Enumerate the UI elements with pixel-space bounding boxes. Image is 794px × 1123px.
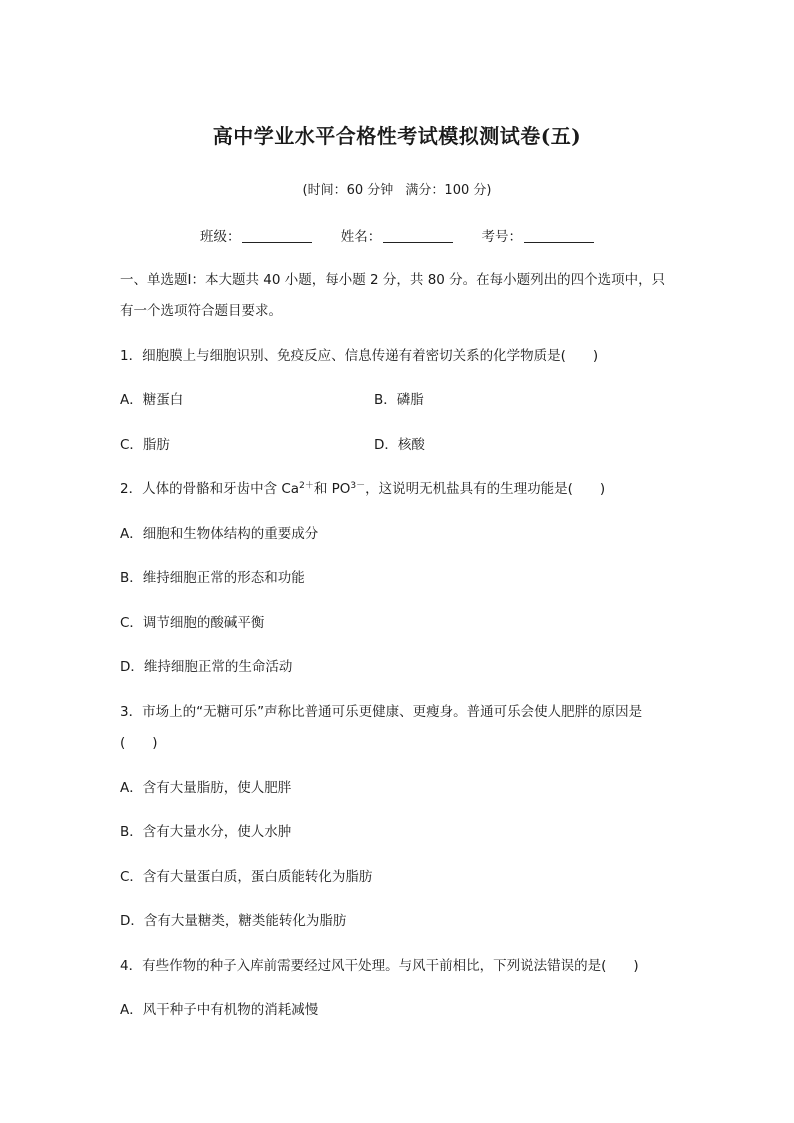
phosphate-charge: 3－ — [350, 481, 366, 491]
q1-option-c[interactable]: C．脂肪 — [120, 437, 170, 453]
class-field[interactable]: 班级： — [200, 225, 313, 245]
question-4-stem: 4．有些作物的种子入库前需要经过风干处理。与风干前相比，下列说法错误的是( ) — [120, 958, 639, 974]
exam-title: 高中学业水平合格性考试模拟测试卷(五) — [212, 124, 582, 148]
q3-option-a[interactable]: A．含有大量脂肪，使人肥胖 — [120, 780, 292, 796]
q1-option-b[interactable]: B．磷脂 — [374, 392, 424, 408]
name-field[interactable]: 姓名： — [341, 225, 454, 245]
q3-option-c[interactable]: C．含有大量蛋白质，蛋白质能转化为脂肪 — [120, 869, 373, 885]
exam-meta — [0, 179, 794, 198]
section-instruction: 一、单选题Ⅰ：本大题共 40 小题，每小题 2 分，共 80 分。在每小题列出的四个选项中，只 — [120, 272, 666, 288]
section-instruction-cont: 有一个选项符合题目要求。 — [120, 303, 282, 319]
time-limit: (时间：60 分钟 — [302, 183, 394, 198]
question-2-stem: 2．人体的骨骼和牙齿中含 $Ca^{2+}$和 $PO^{3-}$，这说明无机盐具有的生理功能是( ) — [120, 481, 606, 497]
q2-option-b[interactable]: B．维持细胞正常的形态和功能 — [120, 570, 305, 586]
question-3-stem: 3．市场上的“无糖可乐”声称比普通可乐更健康、更瘦身。普通可乐会使人肥胖的原因是 — [120, 704, 643, 720]
exam-number-blank[interactable] — [524, 242, 594, 243]
q2-option-d[interactable]: D．维持细胞正常的生命活动 — [120, 659, 293, 675]
q2-option-c[interactable]: C．调节细胞的酸碱平衡 — [120, 615, 265, 631]
q2-option-a[interactable]: A．细胞和生物体结构的重要成分 — [120, 526, 319, 542]
q3-option-b[interactable]: B．含有大量水分，使人水肿 — [120, 824, 292, 840]
student-info-fields — [0, 225, 794, 245]
full-score: 满分：100 分) — [405, 183, 492, 198]
question-1-stem: 1．细胞膜上与细胞识别、免疫反应、信息传递有着密切关系的化学物质是( ) — [120, 348, 599, 364]
name-blank[interactable] — [383, 242, 453, 243]
q1-option-d[interactable]: D．核酸 — [374, 437, 425, 453]
class-blank[interactable] — [242, 242, 312, 243]
q1-option-a[interactable]: A．糖蛋白 — [120, 392, 184, 408]
q4-option-a[interactable]: A．风干种子中有机物的消耗减慢 — [120, 1002, 319, 1018]
q3-option-d[interactable]: D．含有大量糖类，糖类能转化为脂肪 — [120, 913, 347, 929]
calcium-charge: 2＋ — [299, 481, 314, 491]
question-3-stem-cont: ( ) — [120, 735, 158, 751]
exam-number-field[interactable]: 考号： — [482, 225, 595, 245]
